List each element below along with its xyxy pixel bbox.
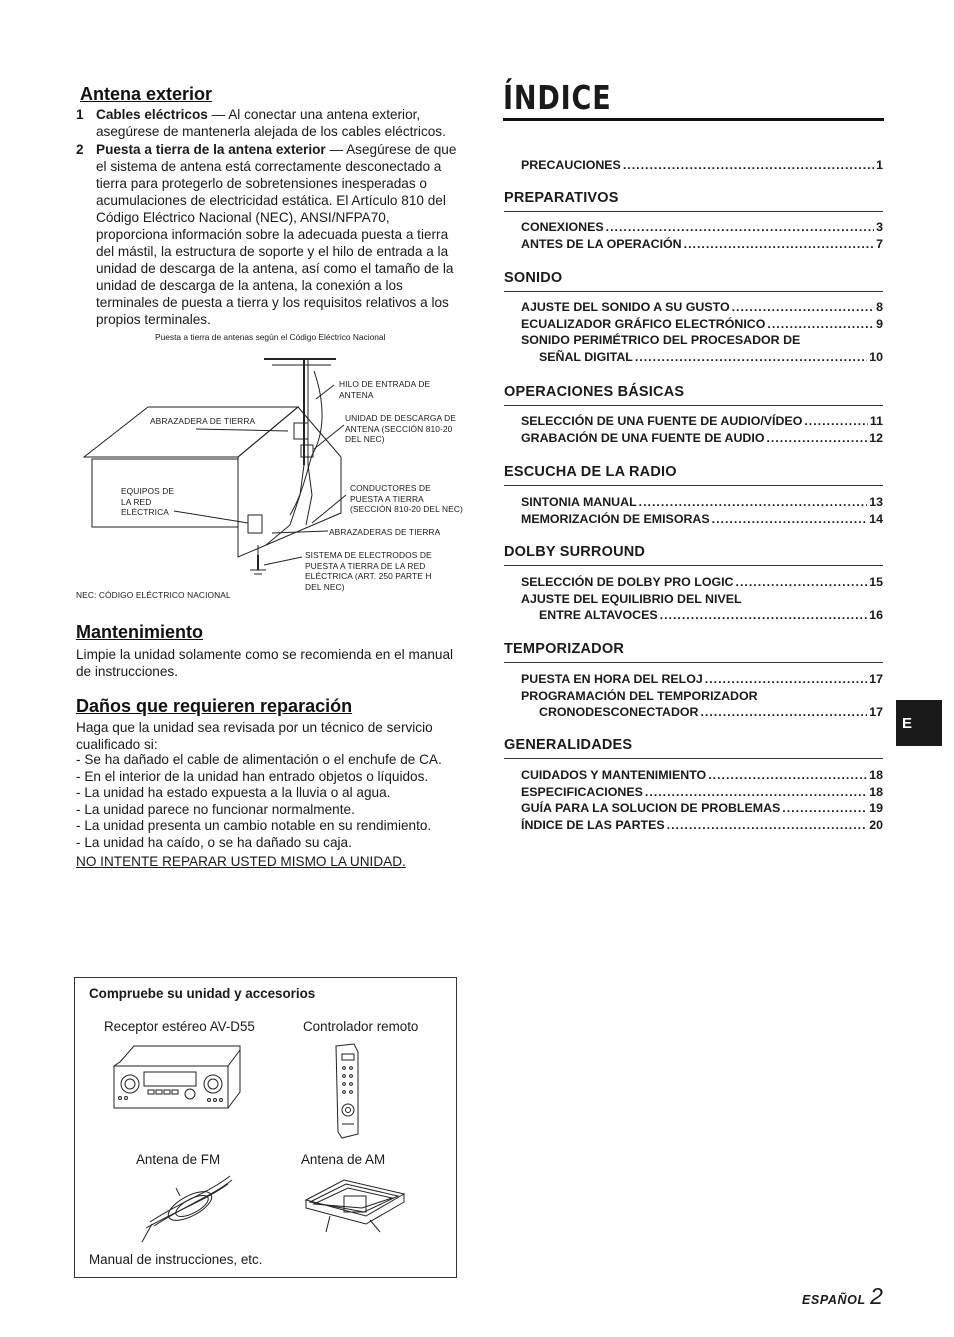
danos-warning: NO INTENTE REPARAR USTED MISMO LA UNIDAD. [76,854,406,869]
danos-intro: Haga que la unidad sea revisada por un técnico de servicio cualificado si: [76,720,433,752]
list-item: - En el interior de la unidad han entrado objetos o líquidos. [76,769,460,786]
item-text: — Al conectar una antena exterior, asegúrese de mantenerla alejada de los cables eléctricos. [96,107,446,139]
diagram-label-sistema: SISTEMA DE ELECTRODOS DE PUESTA A TIERRA DE LA RED ELÉCTRICA (ART. 250 PARTE H DEL NEC) [305,550,432,592]
diagram-label-unidad: UNIDAD DE DESCARGA DE ANTENA (SECCIÓN 810-20 DEL NEC) [345,413,456,444]
toc-leader [623,157,874,174]
indice-title: ÍNDICE [503,78,612,117]
remote-illustration [332,1042,362,1142]
label-receptor: Receptor estéreo AV-D55 [104,1019,255,1034]
toc-entry: ANTES DE LA OPERACIÓN ..... 7 [521,236,883,253]
antena-item-2 [76,141,458,328]
toc-category-dolby: DOLBY SURROUND [504,544,646,560]
grounding-diagram [76,345,496,605]
diagram-label-abrazadera: ABRAZADERA DE TIERRA [150,416,256,426]
item-number: 2 [76,142,84,157]
toc-entry-precauciones [521,157,883,174]
mantenimiento-text: Limpie la unidad solamente como se recomienda en el manual de instrucciones. [76,647,454,679]
toc-group-operaciones [521,413,883,446]
language-tab [896,700,942,746]
category-rule [504,565,883,566]
toc-entry: ESPECIFICACIONES ..... 18 [521,784,883,801]
antena-list [76,106,458,328]
toc-entry: ENTRE ALTAVOCES ..... 16 [521,607,883,624]
list-item: - La unidad ha estado expuesta a la lluvia o al agua. [76,785,460,802]
category-rule [504,662,883,663]
category-rule [504,291,883,292]
category-rule [504,485,883,486]
toc-entry-line1: PROGRAMACIÓN DEL TEMPORIZADOR [521,688,758,703]
list-item: - Se ha dañado el cable de alimentación o el enchufe de CA. [76,752,460,769]
am-antenna-illustration [300,1170,410,1240]
toc-entry: ÍNDICE DE LAS PARTES ..... 20 [521,817,883,834]
accessories-title: Compruebe su unidad y accesorios [89,986,316,1001]
toc-group-generalidades [521,767,883,833]
diagram-label-nec: NEC: CÓDIGO ELÉCTRICO NACIONAL [76,590,231,600]
label-antena-am: Antena de AM [301,1152,386,1167]
category-rule [504,405,883,406]
toc-entry: CONEXIONES ..... 3 [521,219,883,236]
label-controlador: Controlador remoto [303,1019,419,1034]
section-title-antena: Antena exterior [80,84,213,104]
toc-entry-line1: SONIDO PERIMÉTRICO DEL PROCESADOR DE [521,333,801,348]
list-item: - La unidad presenta un cambio notable en su rendimiento. [76,818,460,835]
page-footer [802,1283,883,1310]
fm-antenna-illustration [140,1172,236,1246]
danos-list [76,752,460,852]
toc-group-dolby [521,574,883,624]
toc-category-radio: ESCUCHA DE LA RADIO [504,464,677,480]
toc-entry: AJUSTE DEL SONIDO A SU GUSTO ..... 8 [521,299,883,316]
toc-category-sonido: SONIDO [504,270,563,286]
toc-group-sonido [521,299,883,365]
toc-entry: GRABACIÓN DE UNA FUENTE DE AUDIO ..... 12 [521,430,883,447]
toc-category-preparativos: PREPARATIVOS [504,190,619,206]
footer-language: ESPAÑOL [802,1293,866,1307]
toc-entry: CUIDADOS Y MANTENIMIENTO ..... 18 [521,767,883,784]
toc-entry-line1: AJUSTE DEL EQUILIBRIO DEL NIVEL [521,591,742,606]
toc-entry: MEMORIZACIÓN DE EMISORAS ..... 14 [521,511,883,528]
toc-page: 1 [876,158,883,172]
list-item: - La unidad parece no funcionar normalmente. [76,802,460,819]
toc-entry: CRONODESCONECTADOR ..... 17 [521,704,883,721]
toc-entry: PUESTA EN HORA DEL RELOJ ..... 17 [521,671,883,688]
section-title-mantenimiento: Mantenimiento [76,622,204,642]
diagram-label-hilo: HILO DE ENTRADA DE ANTENA [339,379,431,400]
label-manual: Manual de instrucciones, etc. [89,1252,263,1267]
toc-group-preparativos [521,219,883,252]
item-number: 1 [76,107,84,122]
toc-group-radio [521,494,883,527]
list-item: - La unidad ha caído, o se ha dañado su caja. [76,835,460,852]
toc-entry: GUÍA PARA LA SOLUCION DE PROBLEMAS ..... 19 [521,800,883,817]
category-rule [504,758,883,759]
section-title-danos: Daños que requieren reparación [76,696,353,716]
label-antena-fm: Antena de FM [136,1152,221,1167]
page-number: 2 [870,1283,883,1309]
diagram-label-abrazaderas: ABRAZADERAS DE TIERRA [329,527,441,537]
diagram-label-equipos: EQUIPOS DE LA RED ELÉCTRICA [121,486,175,517]
tab-letter: E [902,714,913,732]
toc-category-operaciones: OPERACIONES BÁSICAS [504,384,685,400]
item-heading: Puesta a tierra de la antena exterior [96,142,326,157]
toc-entry: SELECCIÓN DE DOLBY PRO LOGIC ..... 15 [521,574,883,591]
diagram-caption: Puesta a tierra de antenas según el Código Eléctrico Nacional [155,332,386,342]
toc-entry: SELECCIÓN DE UNA FUENTE DE AUDIO/VÍDEO ..... 11 [521,413,883,430]
title-rule [503,118,884,121]
toc-category-generalidades: GENERALIDADES [504,737,633,753]
receiver-illustration [110,1042,248,1114]
toc-label: PRECAUCIONES [521,158,621,172]
toc-entry: ECUALIZADOR GRÁFICO ELECTRÓNICO ..... 9 [521,316,883,333]
category-rule [504,211,883,212]
toc-entry: SEÑAL DIGITAL ..... 10 [521,349,883,366]
toc-group-temporizador [521,671,883,721]
toc-category-temporizador: TEMPORIZADOR [504,641,625,657]
antena-item-1 [76,106,458,140]
item-text: — Asegúrese de que el sistema de antena está correctamente desconectado a tierra para protegerlo de sobretensiones inesperadas o acumulaciones de electricidad estática. El Artículo 810 del Código Eléctrico Nacional (NEC), ANSI/NFPA70, proporciona información sobre la adecuada puesta a tierra del mástil, la estructura de soporte y el hilo de entrada a la unidad de descarga de la antena, así como el tamaño de la unidad de descarga de la antena, la conexión a los terminales de puesta a tierra y los requisitos relativos a los propios terminales. [96,142,457,327]
item-heading: Cables eléctricos [96,107,208,122]
toc-entry: SINTONIA MANUAL ..... 13 [521,494,883,511]
diagram-label-conductores: CONDUCTORES DE PUESTA A TIERRA (SECCIÓN 810-20 DEL NEC) [350,483,463,514]
